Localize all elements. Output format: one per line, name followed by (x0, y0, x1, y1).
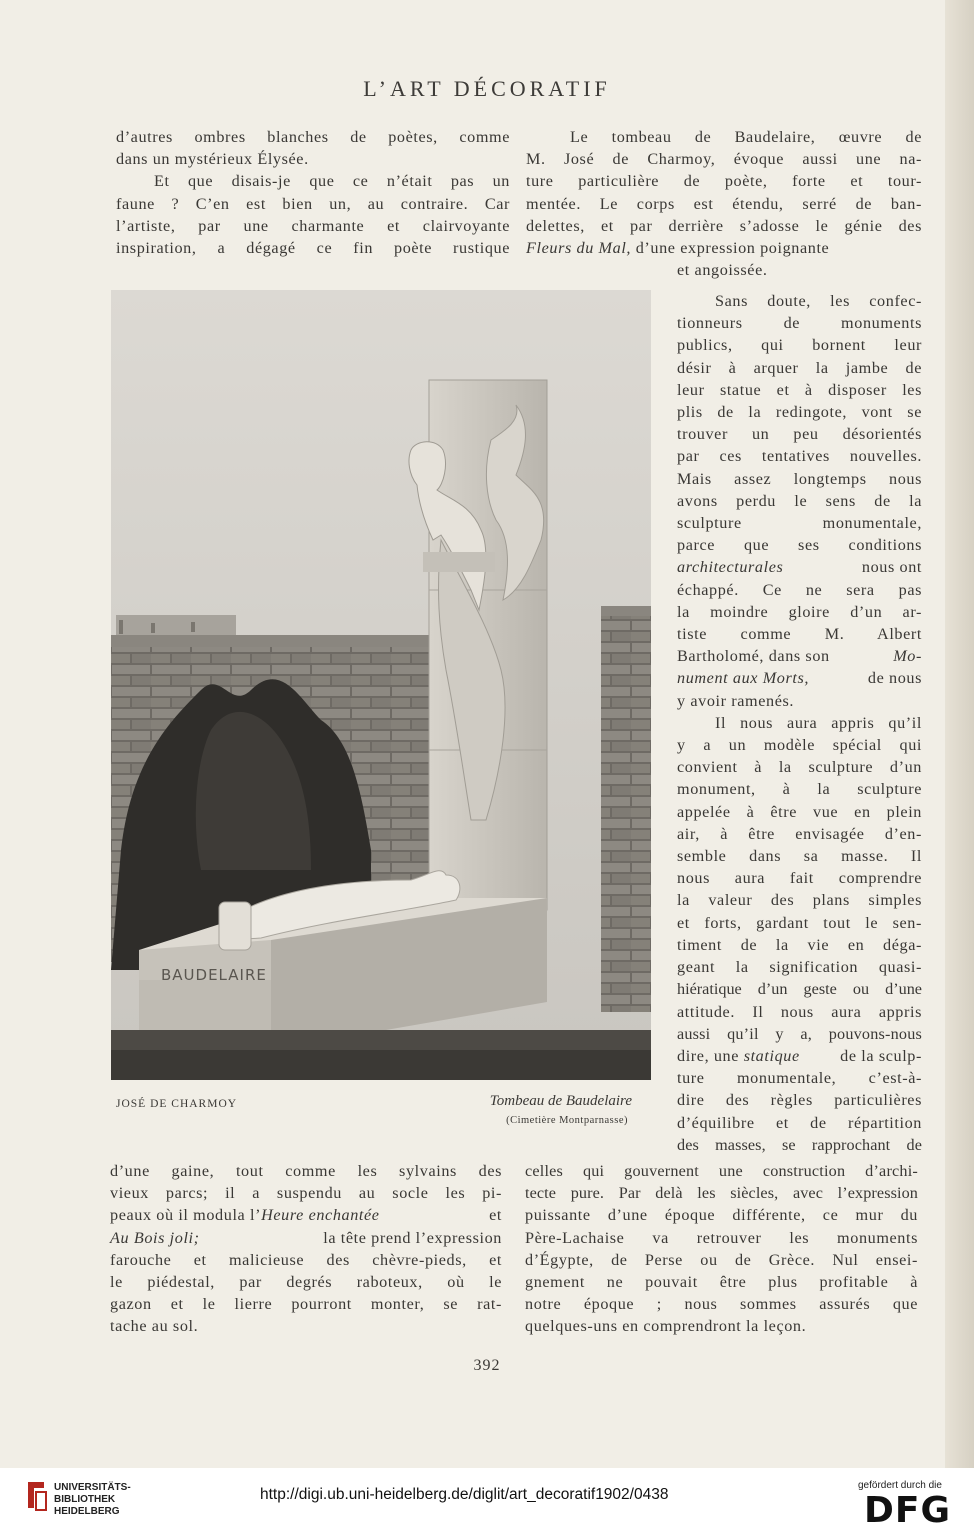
text-fragment: dire, une (677, 1046, 744, 1065)
permalink-url[interactable]: http://digi.ub.uni-heidelberg.de/diglit/art_decoratif1902/0438 (260, 1486, 669, 1503)
text-line: échappé. Ce ne sera pas (677, 580, 922, 599)
text-line: Et que disais-je que ce n’était pas un (154, 172, 510, 191)
text-line: timent de la vie en déga- (677, 935, 922, 954)
text-fragment: de nous (867, 669, 922, 688)
text-line: Mais assez longtemps nous (677, 469, 922, 488)
text-line: Il nous aura appris qu’il (715, 713, 922, 732)
italic-title: nument aux Morts, (677, 669, 810, 688)
text-line: mentée. Le corps est étendu, serré de ban- (526, 194, 922, 213)
right-column-top (526, 126, 922, 281)
text-fragment: de la sculp- (840, 1046, 922, 1065)
text-line: notre époque ; nous sommes assurés que (525, 1295, 918, 1314)
italic-title: Heure enchantée (261, 1206, 380, 1225)
text-line (677, 645, 922, 667)
text-line: dans un mystérieux Élysée. (116, 150, 309, 169)
text-line: faune ? C’en est bien un, au contraire. Car (116, 194, 510, 213)
text-line: convient à la sculpture d’un (677, 758, 922, 777)
italic-word: architecturales (677, 558, 784, 577)
university-library-logo-icon (24, 1478, 50, 1514)
text-line: nous aura fait comprendre (677, 869, 922, 888)
text-line: ture particulière de poète, forte et tour- (526, 172, 922, 191)
text-line: Père-Lachaise va retrouver les monuments (525, 1228, 918, 1247)
text-line (526, 237, 922, 259)
text-line: désir à arquer la jambe de (677, 358, 922, 377)
text-line: d’équilibre et de répartition (677, 1113, 922, 1132)
italic-title: Mo- (893, 647, 922, 666)
text-line: M. José de Charmoy, évoque aussi une na- (526, 150, 922, 169)
text-line: trouver un peu désorientés (677, 425, 922, 444)
text-line: l’artiste, par une charmante et clairvoyante (116, 216, 510, 235)
text-line (110, 1227, 502, 1249)
text-line: hiératique d’un geste ou d’une (677, 980, 922, 999)
text-line: tiste comme M. Albert (677, 625, 922, 644)
text-line: vieux parcs; il a suspendu au socle les pi- (110, 1184, 502, 1203)
library-name-line: BIBLIOTHEK (54, 1494, 116, 1505)
text-line: tecte pure. Par delà les siècles, avec l’expression (525, 1184, 918, 1203)
text-line: inspiration, a dégagé ce fin poète rustique (116, 239, 510, 258)
text-line: aussi qu’il y a, pouvons-nous (677, 1024, 922, 1043)
text-line: tache au sol. (110, 1317, 199, 1336)
text-line: le piédestal, par degrés raboteux, où le (110, 1273, 502, 1292)
text-line: la valeur des plans simples (677, 891, 922, 910)
text-line (677, 1045, 922, 1067)
text-line: publics, qui bornent leur (677, 336, 922, 355)
text-line: la moindre gloire d’un ar- (677, 602, 922, 621)
text-fragment: d’une expression poignante (631, 239, 830, 258)
right-column-bottom (525, 1160, 918, 1338)
text-line: y avoir ramenés. (677, 691, 795, 710)
inscription-text: BAUDELAIRE (161, 966, 267, 984)
text-line: quelques-uns en comprendront la leçon. (525, 1317, 807, 1336)
text-fragment: nous ont (861, 558, 922, 577)
text-line: et angoissée. (677, 261, 768, 280)
text-line: monument, à la sculpture (677, 780, 922, 799)
text-line: leur statue et à disposer les (677, 380, 922, 399)
italic-title: Fleurs du Mal, (526, 239, 632, 258)
italic-word: statique (743, 1046, 800, 1065)
text-line (110, 1204, 502, 1226)
left-column-top (116, 126, 510, 259)
text-line: celles qui gouvernent une construction d’archi- (525, 1162, 918, 1180)
text-line: geant la signification quasi- (677, 958, 922, 977)
library-name[interactable] (54, 1482, 131, 1518)
footer-bar (0, 1468, 974, 1540)
text-fragment: et (489, 1206, 502, 1225)
text-line: Sans doute, les confec- (715, 292, 922, 310)
text-line: puissante d’une époque différente, ce mur du (525, 1206, 918, 1225)
text-line: avons perdu le sens de la (677, 491, 922, 510)
right-column-middle (677, 290, 922, 1156)
text-line: d’autres ombres blanches de poètes, comme (116, 128, 510, 146)
text-fragment (110, 1204, 380, 1226)
text-fragment: la tête prend l’expression (323, 1228, 502, 1247)
library-name-line: UNIVERSITÄTS- (54, 1482, 131, 1493)
text-line: appelée à être vue en plein (677, 802, 922, 821)
text-line: farouche et malicieuse des chèvre-pieds, et (110, 1250, 502, 1269)
running-title: L’ART DÉCORATIF (363, 76, 611, 101)
text-line (677, 556, 922, 578)
photograph-tomb-of-baudelaire (111, 290, 651, 1080)
text-line (677, 667, 922, 689)
text-line: gnement ne pouvait être plus profitable à (525, 1273, 918, 1292)
text-line: parce que ses conditions (677, 536, 922, 555)
text-fragment: Bartholomé, dans son (677, 647, 830, 666)
text-fragment: peaux où il modula l’ (110, 1206, 262, 1225)
photo-illustration (111, 290, 651, 1080)
text-line: tionneurs de monuments (677, 314, 922, 333)
italic-title: Au Bois joli; (110, 1228, 200, 1247)
text-line: gazon et le lierre pourront monter, se rat- (110, 1295, 502, 1314)
text-line: et forts, gardant tout le sen- (677, 913, 922, 932)
text-line: semble dans sa masse. Il (677, 847, 922, 866)
library-name-line: HEIDELBERG (54, 1506, 120, 1517)
title-caption: Tombeau de Baudelaire (489, 1093, 632, 1109)
text-line: delettes, et par derrière s’adosse le génie des (526, 216, 922, 235)
text-line: dire des règles particulières (677, 1091, 922, 1110)
page-edge (945, 0, 974, 1468)
text-line: des masses, se rapprochant de (677, 1135, 922, 1154)
dfg-logo[interactable]: DFG (864, 1490, 952, 1531)
text-line: air, à être envisagée d’en- (677, 824, 922, 843)
text-line: y a un modèle spécial qui (677, 736, 922, 755)
text-line: Le tombeau de Baudelaire, œuvre de (570, 128, 922, 146)
text-line: ture monumentale, c’est-à- (677, 1069, 922, 1088)
sponsor-text: gefördert durch die (858, 1480, 942, 1491)
location-caption: (Cimetière Montparnasse) (506, 1115, 628, 1126)
text-line: plis de la redingote, vont se (677, 403, 922, 422)
text-fragment (677, 1045, 800, 1067)
text-line: sculpture monumentale, (677, 514, 922, 533)
left-column-bottom (110, 1160, 502, 1338)
text-line: d’une gaine, tout comme les sylvains des (110, 1162, 502, 1180)
artist-caption: JOSÉ DE CHARMOY (116, 1098, 238, 1110)
text-line: attitude. Il nous aura appris (677, 1002, 922, 1021)
text-line: par ces tentatives nouvelles. (677, 447, 922, 466)
page-number: 392 (473, 1357, 501, 1374)
text-line: d’Égypte, de Perse ou de Grèce. Nul ensei- (525, 1250, 918, 1269)
